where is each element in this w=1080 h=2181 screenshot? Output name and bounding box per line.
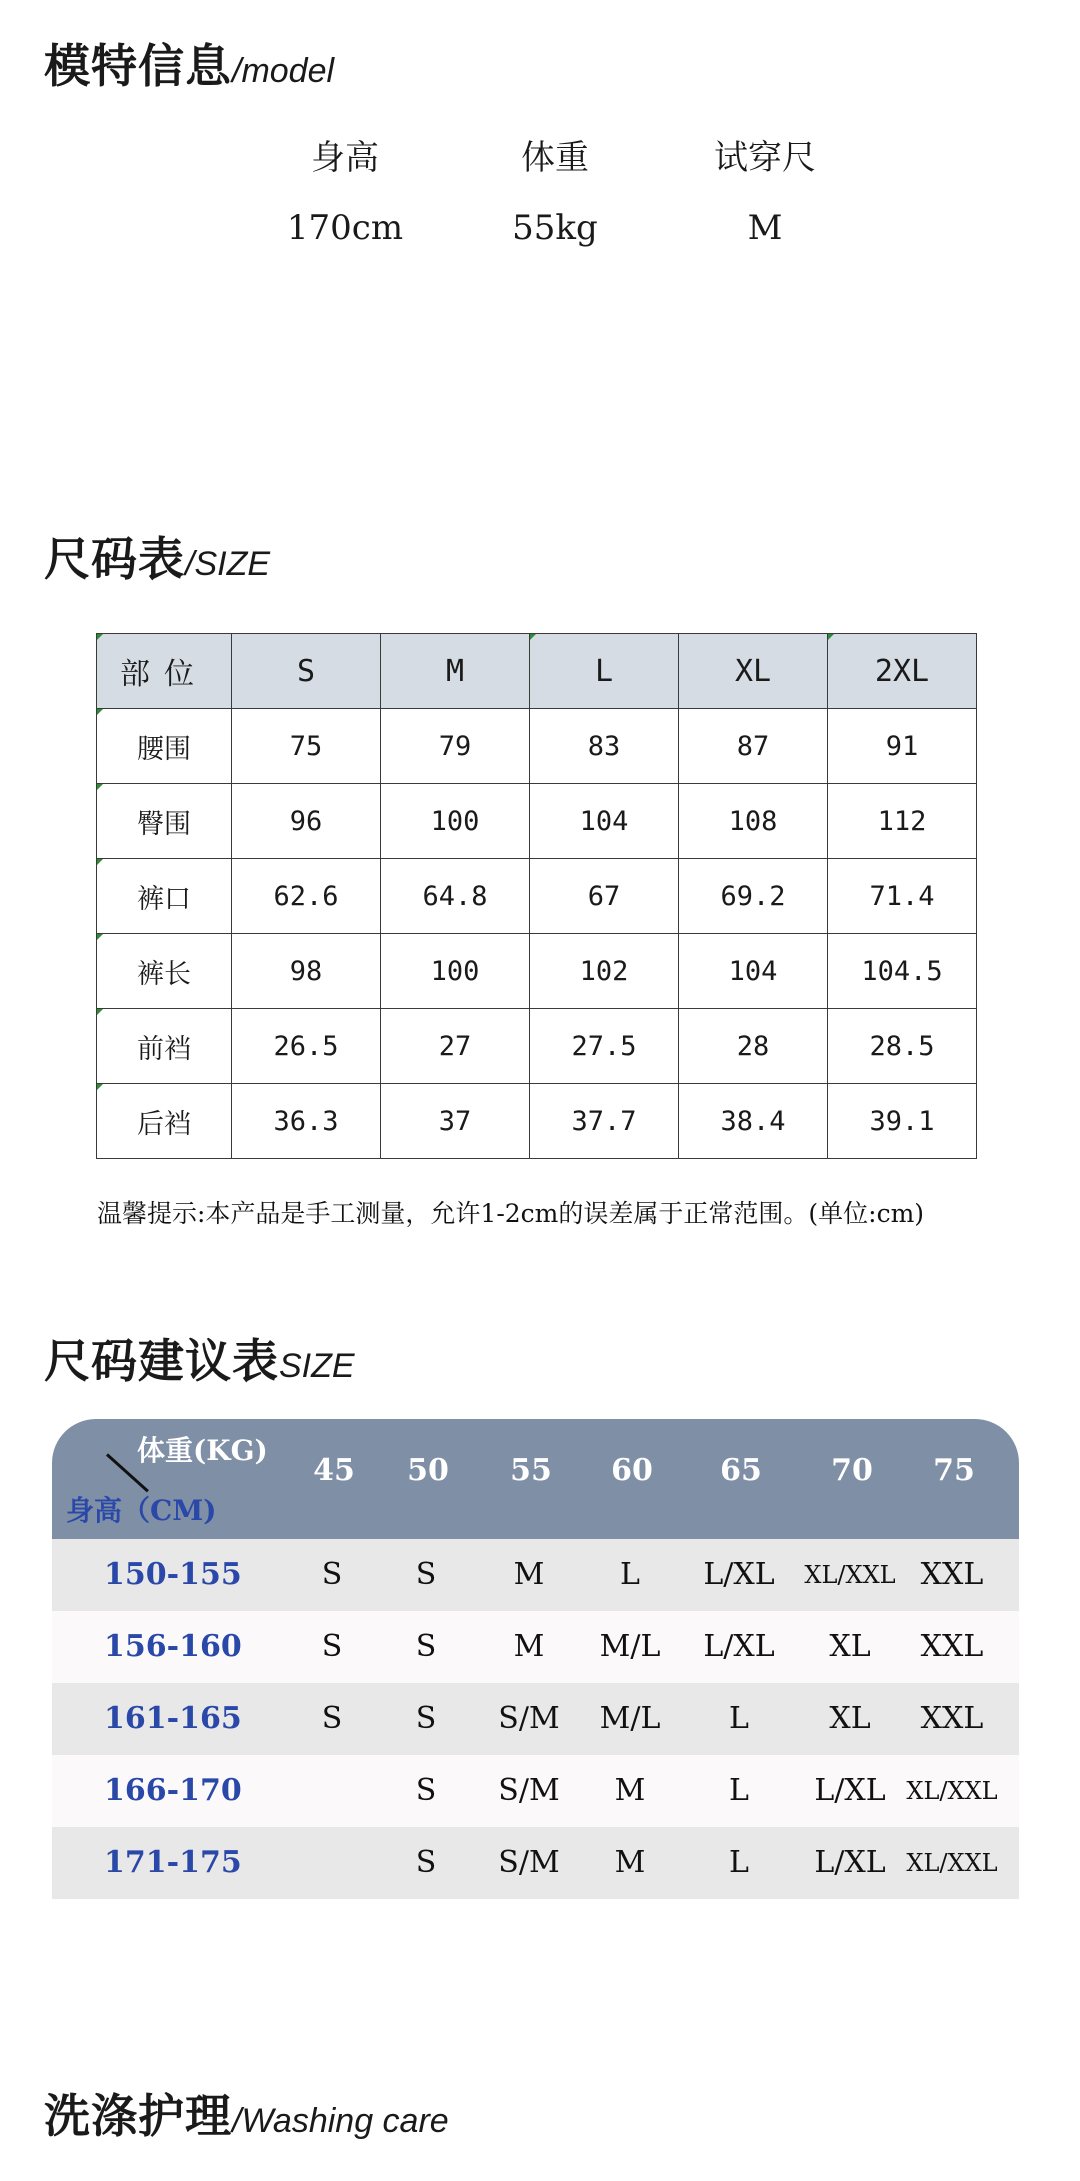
size-note: 温馨提示:本产品是手工测量，允许1-2cm的误差属于正常范围。(单位:cm) bbox=[97, 1199, 925, 1228]
size-header-s: S bbox=[232, 634, 381, 709]
size-title-zh: 尺码表 bbox=[44, 532, 185, 586]
size-row-part: 裤长 bbox=[97, 934, 232, 1009]
size-cell: 87 bbox=[679, 709, 828, 784]
size-header-l: L bbox=[530, 634, 679, 709]
size-cell: 64.8 bbox=[381, 859, 530, 934]
height-axis-label: 身高（CM) bbox=[66, 1494, 217, 1527]
size-header-part: 部位 bbox=[97, 634, 232, 709]
height-range: 166-170 bbox=[104, 1773, 242, 1808]
size-header-m: M bbox=[381, 634, 530, 709]
size-header-xl: XL bbox=[679, 634, 828, 709]
size-row-part: 裤口 bbox=[97, 859, 232, 934]
recommended-size: M bbox=[513, 1629, 545, 1664]
size-row-part: 腰围 bbox=[97, 709, 232, 784]
recommended-size: XXL bbox=[920, 1629, 984, 1664]
size-section-title bbox=[44, 523, 270, 589]
size-header-2xl: 2XL bbox=[828, 634, 977, 709]
size-cell: 62.6 bbox=[232, 859, 381, 934]
recommended-size: S bbox=[415, 1629, 437, 1664]
model-label-height: 身高 bbox=[311, 138, 379, 178]
size-table-row bbox=[97, 784, 977, 859]
height-range: 171-175 bbox=[104, 1845, 242, 1880]
recommend-row bbox=[52, 1755, 1019, 1827]
weight-column-header: 70 bbox=[831, 1453, 873, 1488]
recommended-size: S bbox=[415, 1845, 437, 1880]
size-table-row bbox=[97, 859, 977, 934]
size-table-row bbox=[97, 934, 977, 1009]
recommended-size: XXL bbox=[920, 1701, 984, 1736]
size-cell: 37 bbox=[381, 1084, 530, 1159]
recommend-row bbox=[52, 1683, 1019, 1755]
weight-column-header: 65 bbox=[720, 1453, 762, 1488]
recommended-size: L bbox=[729, 1773, 749, 1808]
size-cell: 71.4 bbox=[828, 859, 977, 934]
recommended-size: XL/XXL bbox=[906, 1777, 998, 1805]
size-row-part: 前裆 bbox=[97, 1009, 232, 1084]
size-cell: 75 bbox=[232, 709, 381, 784]
size-cell: 83 bbox=[530, 709, 679, 784]
model-section-title bbox=[44, 30, 334, 96]
size-table-header bbox=[97, 634, 977, 709]
recommended-size: M bbox=[614, 1845, 646, 1880]
size-cell: 104 bbox=[530, 784, 679, 859]
recommended-size: L bbox=[729, 1845, 749, 1880]
recommended-size: S/M bbox=[498, 1701, 560, 1736]
size-cell: 36.3 bbox=[232, 1084, 381, 1159]
size-row-part: 后裆 bbox=[97, 1084, 232, 1159]
recommend-table bbox=[52, 1419, 1019, 1899]
recommended-size: M/L bbox=[599, 1629, 661, 1664]
size-cell: 79 bbox=[381, 709, 530, 784]
weight-column-header: 50 bbox=[407, 1453, 449, 1488]
recommended-size: XL/XXL bbox=[906, 1849, 998, 1877]
recommended-size: S bbox=[321, 1701, 343, 1736]
size-cell: 27.5 bbox=[530, 1009, 679, 1084]
recommended-size: S/M bbox=[498, 1773, 560, 1808]
size-cell: 28 bbox=[679, 1009, 828, 1084]
size-cell: 91 bbox=[828, 709, 977, 784]
recommend-row bbox=[52, 1827, 1019, 1899]
recommended-size: M bbox=[513, 1557, 545, 1592]
size-cell: 67 bbox=[530, 859, 679, 934]
recommended-size: XL bbox=[829, 1701, 871, 1736]
size-table-row bbox=[97, 1009, 977, 1084]
recommended-size: XL/XXL bbox=[804, 1561, 896, 1589]
recommended-size: L/XL bbox=[814, 1845, 886, 1880]
weight-column-header: 60 bbox=[611, 1453, 653, 1488]
recommended-size: L bbox=[729, 1701, 749, 1736]
recommended-size: S bbox=[415, 1701, 437, 1736]
size-cell: 100 bbox=[381, 934, 530, 1009]
recommended-size: L/XL bbox=[703, 1557, 775, 1592]
size-cell: 100 bbox=[381, 784, 530, 859]
model-label-size: 试穿尺 bbox=[714, 138, 816, 178]
model-title-en: /model bbox=[232, 52, 335, 90]
recommended-size: S bbox=[415, 1773, 437, 1808]
size-cell: 98 bbox=[232, 934, 381, 1009]
recommended-size: M/L bbox=[599, 1701, 661, 1736]
model-label-weight: 体重 bbox=[521, 138, 589, 178]
size-cell: 112 bbox=[828, 784, 977, 859]
model-title-zh: 模特信息 bbox=[44, 39, 232, 93]
size-title-en: /SIZE bbox=[185, 545, 271, 583]
weight-axis-label: 体重(KG) bbox=[137, 1434, 268, 1467]
recommended-size: M bbox=[614, 1773, 646, 1808]
size-cell: 28.5 bbox=[828, 1009, 977, 1084]
recommended-size: S/M bbox=[498, 1845, 560, 1880]
recommended-size: S bbox=[321, 1629, 343, 1664]
recommended-size: L bbox=[620, 1557, 640, 1592]
size-table-row bbox=[97, 1084, 977, 1159]
model-value-size: M bbox=[747, 208, 783, 248]
washing-title-en: /Washing care bbox=[232, 2102, 449, 2140]
weight-column-header: 75 bbox=[933, 1453, 975, 1488]
recommended-size: XXL bbox=[920, 1557, 984, 1592]
recommend-title-zh: 尺码建议表 bbox=[44, 1334, 279, 1388]
model-value-height: 170cm bbox=[286, 208, 404, 248]
recommend-title-en: SIZE bbox=[279, 1347, 355, 1385]
recommended-size: L/XL bbox=[703, 1629, 775, 1664]
recommend-row bbox=[52, 1611, 1019, 1683]
recommend-row bbox=[52, 1539, 1019, 1611]
size-row-part: 臀围 bbox=[97, 784, 232, 859]
height-range: 156-160 bbox=[104, 1629, 242, 1664]
size-table-row bbox=[97, 709, 977, 784]
size-cell: 102 bbox=[530, 934, 679, 1009]
height-range: 161-165 bbox=[104, 1701, 242, 1736]
recommended-size: S bbox=[321, 1557, 343, 1592]
size-cell: 69.2 bbox=[679, 859, 828, 934]
recommended-size: S bbox=[415, 1557, 437, 1592]
size-cell: 96 bbox=[232, 784, 381, 859]
size-table bbox=[96, 633, 977, 1159]
recommend-table-header bbox=[52, 1419, 1019, 1539]
height-range: 150-155 bbox=[104, 1557, 242, 1592]
size-cell: 108 bbox=[679, 784, 828, 859]
size-cell: 39.1 bbox=[828, 1084, 977, 1159]
recommended-size: XL bbox=[829, 1629, 871, 1664]
model-info-table bbox=[240, 128, 870, 258]
washing-section-title bbox=[44, 2080, 449, 2146]
model-value-weight: 55kg bbox=[512, 208, 598, 248]
size-cell: 26.5 bbox=[232, 1009, 381, 1084]
recommend-section-title bbox=[44, 1325, 355, 1391]
size-cell: 104.5 bbox=[828, 934, 977, 1009]
weight-column-header: 45 bbox=[313, 1453, 355, 1488]
weight-column-header: 55 bbox=[510, 1453, 552, 1488]
size-cell: 38.4 bbox=[679, 1084, 828, 1159]
size-cell: 27 bbox=[381, 1009, 530, 1084]
size-cell: 37.7 bbox=[530, 1084, 679, 1159]
washing-title-zh: 洗涤护理 bbox=[44, 2089, 232, 2143]
recommended-size: L/XL bbox=[814, 1773, 886, 1808]
size-cell: 104 bbox=[679, 934, 828, 1009]
